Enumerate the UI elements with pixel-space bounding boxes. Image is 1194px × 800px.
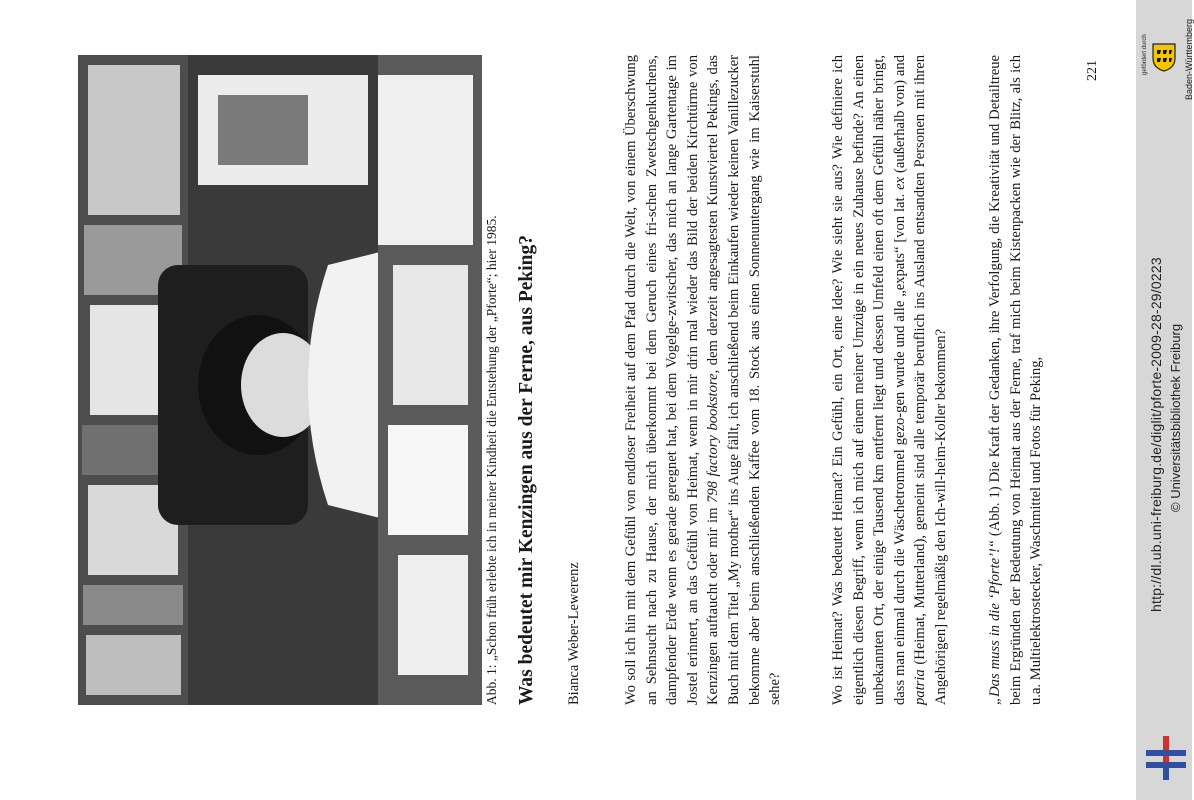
paragraph-1 [621, 55, 786, 705]
paragraph-3-emphasis: „Das muss in die ‘Pforte’!“ [987, 540, 1003, 705]
permalink-url[interactable]: http://dl.ub.uni-freiburg.de/diglit/pforte-2009-28-29/0223 [1148, 257, 1164, 612]
paragraph-1-text-a: Wo soll ich hin mit dem Gefühl von endloser Freiheit auf dem Pfad durch die Welt, von einem Überschwung an Sehnsucht nach zu Hause, der mich überkommt bei dem Geruch eines fri-schen Zwetschgenkuchens, dampfender Erde wenn es gerade geregnet hat, bei dem Vogelge-zwitscher, das mich an lange Gartentage im Jostel erinnert, an das Gefühl von Heimat, wenn in mir drin mal wieder das Bild der beiden Kirchtürme von Kenzingen auftaucht oder mir im [623, 55, 722, 705]
paragraph-1-emphasis: 798 factory bookstore [705, 373, 722, 503]
photo-image [78, 55, 482, 705]
library-logo-icon [1146, 736, 1186, 780]
article-author: Bianca Weber-Lewerenz [566, 562, 582, 705]
paragraph-3 [985, 55, 1047, 705]
paragraph-2 [828, 55, 952, 705]
paragraph-2-emphasis-2: patria [912, 669, 929, 705]
funded-by-label: gefördert durch [1142, 34, 1148, 75]
side-strip [1136, 0, 1192, 800]
paragraph-2-text-a: Wo ist Heimat? Was bedeutet Heimat? Ein Gefühl, ein Ort, eine Idee? Wie sieht sie aus? Wie definiere ich eigentlich diesen Begriff, wenn ich mich auf einem meiner Umzüge in ein neues Zuhause befinde? An einen unbekannten Ort, der einige Tausend km entfernt liegt und dessen Umfeld einen oft dem Gefühl näher bringt, dass man einmal durch die Wäschetrommel gezo-gen wurde und alle „expats“ [von lat. [830, 55, 908, 705]
article-title: Was bedeutet mir Kenzingen aus der Ferne, aus Peking? [516, 235, 537, 705]
page-number: 221 [1085, 60, 1100, 81]
paragraph-3-text: (Abb. 1) Die Kraft der Gedanken, ihre Verfolgung, die Kreativität und Detailtreue beim Ergründen der Bedeutung von Heimat aus der Ferne, traf mich beim Kistenpacken wie der Blitz, als ich u.a. Multielektrostecker, Waschmittel und Fotos für Peking, [987, 54, 1045, 705]
paragraph-1-text-b: , dem derzeit angesagtesten Kunstviertel Pekings, das Buch mit dem Titel „My mother“ ins Auge fällt, ich anschließend beim Einkaufen wieder keinen Vanillezucker bekomme aber beim anschließenden Kaffee vom 18. Stock aus einen Sonnenuntergang wie im Kaiserstuhl sehe? [705, 55, 784, 705]
paragraph-2-text-c: (Heimat, Mutterland), gemeint sind alle temporär beruflich ins Ausland entsandten Personen mit ihren Angehörigen] regelmäßig den Ich-will-heim-Koller bekommen? [912, 55, 949, 705]
photo-girl-with-books [78, 55, 482, 705]
state-label: Baden-Württemberg [1184, 18, 1194, 100]
coat-of-arms-icon [1151, 42, 1177, 72]
figure-caption: Abb. 1: „Schon früh erlebte ich in meiner Kindheit die Entstehung der „Pforte“; hier 1985. [484, 215, 499, 705]
copyright-notice: © Universitätsbibliothek Freiburg [1168, 323, 1183, 512]
paragraph-2-emphasis-1: ex [891, 176, 908, 190]
paragraph-2-text-b: (außerhalb von) and [891, 55, 908, 177]
